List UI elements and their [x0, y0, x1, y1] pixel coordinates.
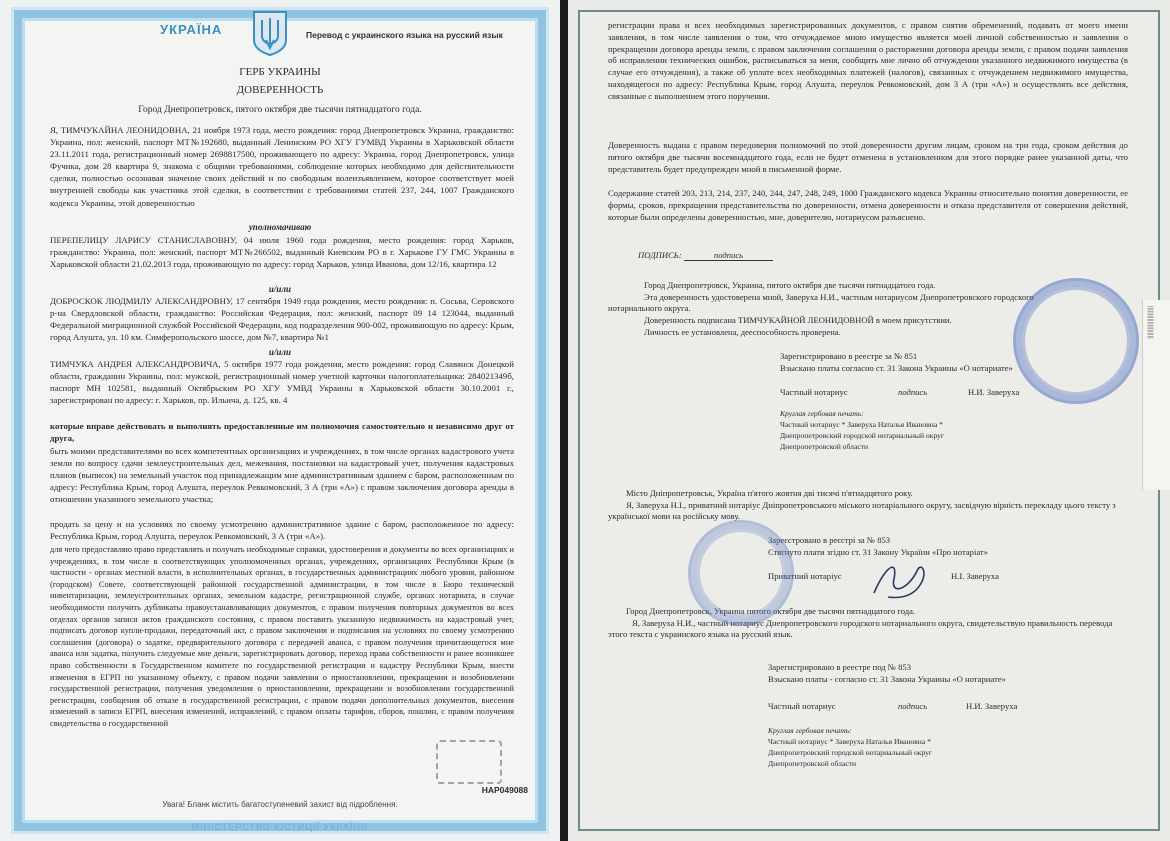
signature-value: подпись — [684, 250, 773, 261]
seal-line-2a: Частный нотариус * Заверуха Наталья Ивановна * — [768, 737, 931, 746]
agent2-paragraph: ДОБРОСКОК ЛЮДМИЛУ АЛЕКСАНДРОВНУ, 17 сентября 1949 года рождения, место рождения: п. Сосьва, Серовского р-на Свердловской области, гражданство: Российская Федерация, пол: женский, паспорт 09 14 123044, выданный Федеральной миграционной службой Российской Федерации, код подразделения 900-002, проживающую по адресу: Крым, город Алушта, ул. 10 км. Симферопольского шоссе, дом №7, квартира №1 — [50, 296, 514, 343]
translation-header: Перевод с украинского языка на русский язык — [306, 30, 503, 40]
seal-line-1c: Днепропетровской области — [780, 442, 869, 451]
seal-heading-1: Круглая гербовая печать: — [780, 409, 864, 418]
notary-signature-1: подпись — [898, 387, 928, 397]
ukrainian-notary-label: Приватний нотаріус — [768, 571, 842, 581]
signed-by-line: Доверенность подписана ТИМЧУКАЙНОЙ ЛЕОНИДОВНОЙ в моем присутствии. — [644, 315, 952, 325]
date-line: Город Днепропетровск, пятого октября две тысячи пятнадцатого года. — [138, 105, 422, 115]
registry-entry-2: Зарегистрировано в реестре под № 853 — [768, 662, 912, 672]
document-title: ДОВЕРЕННОСТЬ — [236, 84, 324, 96]
fee-line-2: Взыскано платы - согласно ст. 31 Закона Украины «О нотариате» — [768, 674, 1006, 684]
left-page — [0, 0, 560, 841]
principal-paragraph: Я, ТИМЧУКАЙНА ЛЕОНИДОВНА, 21 ноября 1973 года, место рождения: город Днепропетровск Украина, гражданство: Украина, пол: женский, паспорт МТ№192680, выданный Ленинским РО ХГУ ГУМВД Украины в Харьковской области 23.11.2011 года, регистрационный номер 2698817500, проживающего по адресу: Украина, город Днепропетровск, улица Фучика, дом 28 квартира 9, знакома с общими требованиями, соблюдение которых необходимо для действительности сделки, полностью осознавая значение своих действий и по свободным волеизъявлением, которое соответствует моей внутренней свободы как участника этой сделки, в соответствии с требованиями статей 237, 244, 1007 Гражданского кодекса Украины, этой доверенностью — [50, 125, 514, 208]
notary-label-2: Частный нотариус — [768, 701, 836, 711]
notary-signature-icon — [868, 555, 938, 603]
russian-certification: Я, Заверуха Н.И., частный нотариус Днепропетровского городского нотариального округа, свидетельствую правильность перевода этого текста с украинского языка на русский язык. — [608, 618, 1113, 639]
header-ukraine: УКРАЇНА — [160, 22, 223, 37]
ukrainian-notary-name: Н.І. Заверуха — [951, 571, 999, 581]
right-page — [568, 0, 1170, 841]
notary-name-2: Н.И. Заверуха — [966, 701, 1018, 711]
notary-signature-2: подпись — [898, 701, 928, 711]
ukrainian-certification: Я, Заверуха Н.І., приватний нотаріус Дніпропетровського міського нотаріального округу, засвідчую вірність перекладу цього тексту з української мови на російську мову. — [608, 500, 1116, 521]
representation-paragraph: быть моими представителями во всех компетентных организациях и учреждениях, в том числе органах кадастрового учета земли по вопросу сдачи землеустроительных дел, межевания, постановки на кадастровый учет, получения кадастровых планов (выписок) на земельный участок под принадлежащим мне административным зданием с баром, расположенным по адресу: Республика Крым, город Алушта, переулок Ревкомовский, 3 А (три «А») с правом заключения договора аренды в отношении указанного земельного участка; — [50, 446, 514, 505]
articles-paragraph: Содержание статей 203, 213, 214, 237, 240, 244, 247, 248, 249, 1000 Гражданского кодекса Украины относительно понятия доверенности, ее формы, сроков, прекращения представительства по доверенности, отмена доверенности и отказа представителя от совершения действий, которые были определены доверенностью, мне, доверителю, нотариусом разъяснено. — [608, 188, 1128, 222]
ministry-label: МІНІСТЕРСТВО ЮСТИЦІЇ УКРАЇНИ — [191, 822, 369, 832]
russian-date: Город Днепропетровск, Украина пятого октября две тысячи пятнадцатого года. — [626, 606, 916, 616]
identity-line: Личность ее установлена, дееспособность проверена. — [644, 327, 841, 337]
or-label-1: и/или — [268, 284, 292, 294]
seal-line-1a: Частный нотариус * Заверуха Наталья Ивановна * — [780, 420, 943, 429]
sale-paragraph: продать за цену и на условиях по своему усмотрению административное здание с баром, расположенное по адресу: Республика Крым, город Алушта, переулок Ревкомовский, 3 А (три «А»). — [50, 519, 514, 542]
registry-entry-1: Зарегистрировано в реестре за № 851 — [780, 351, 918, 361]
signature-label: ПОДПИСЬ: — [638, 250, 682, 260]
notary-name-1: Н.И. Заверуха — [968, 387, 1020, 397]
notary-seal-2 — [688, 520, 794, 626]
certification-date: Город Днепропетровск, Украина, пятого октября две тысячи пятнадцатого года. — [644, 280, 936, 290]
ukrainian-fee: Стягнуто плати згідно ст. 31 Закону України «Про нотаріат» — [768, 547, 988, 557]
notary-label-1: Частный нотариус — [780, 387, 848, 397]
agent1-paragraph: ПЕРЕПЕЛИЦУ ЛАРИСУ СТАНИСЛАВОВНУ, 04 июля 1960 года рождения, место рождения: город Харьков, гражданство: Украина, пол: женский, паспорт МТ№266502, выданный Киевским РО в г. Харькове ГУ ГМС Украины в Харьковской области 21.02.2013 года, проживающую по адресу: город Харьков, улица Иванова, дом 12/16, квартира 12 — [50, 235, 514, 270]
agent3-paragraph: ТИМЧУКА АНДРЕЯ АЛЕКСАНДРОВИЧА, 5 октября 1977 года рождения, место рождения: город Славянск Донецкой области, гражданин Украины, пол: мужской, регистрационный номер учетной карточки налогоплательщика: 284021349б, паспорт МН 102581, выданный Октябрьским РО ХГУ УМВД Украины в Харьковской области 30.10.2001 г., зарегистрирован по адресу: г. Харьков, пр. Ильича, д. 125, кв. 4 — [50, 359, 514, 406]
rights-continuation-paragraph: регистрации права и всех необходимых зарегистрированных документов, с правом снятия обременений, подавать от моего имени заявления, в том числе заявления о том, что отчуждаемое мною имущество является моей личной собственностью и заявления о прекращении договора аренды земли, с правом заключения соглашения о расторжении договора аренды земли, с правом подачи заявления об исправлении технических ошибок, расписываться за меня, сообщить мне лично об отчуждении указанного недвижимого имущества (в случае его отчуждения), а также об уплате всех необходимых платежей (налогов), связанных с отчуждением недвижимого имущества, находящегося по адресу: Республика Крым, город Алушта, переулок Ревкомовский, дом 3 А (три «А») и осуществлять все действия, связанные с выполнением этого поручения. — [608, 20, 1128, 101]
delegation-paragraph: Доверенность выдана с правом передоверия полномочий по этой доверенности другим лицам, сроком на три года, сроком действия до пятого октября две тысячи восемнадцатого года, если не будет отменена в установленном для этого порядке ранее указанной даты, что представитель будет предупрежден мной в письменной форме. — [608, 140, 1128, 174]
stamp-mark — [436, 740, 502, 784]
notary-seal-1 — [1013, 278, 1139, 404]
signature-block — [638, 250, 773, 261]
security-warning: Увага! Бланк містить багатоступеневий захист від підроблення. — [162, 800, 398, 809]
form-serial-number: НАР049088 — [481, 785, 528, 795]
powers-paragraph: для чего предоставляю право представлять и получать необходимые справки, удостоверения и документы во всех организациях и учреждениях, в том числе в соответствующих уполномоченных органах, учреждениях, организациях Республики Крым (в частности - органах местной власти, в исполнительных органах, в государственных администрациях любого уровня, районном (городском) Совете, соответствующей районной государственной администрации, в том числе в Бюро технической инвентаризации, землеустроительных органах, земельном кадастре, регистрационной службе, органах нотариата, в случае необходимости получить дубликаты правоустанавливающих документов, с правом получения повторных документов во всех отделах органов записи актов гражданского состояния, с правом поставить указанную недвижимость на кадастровый учет, подписать договор купли-продажи, передаточный акт, с правом заключения и подписания на условиях по своему усмотрению соглашения (договора) о задатке, предварительного договора с передачей аванса, с правом получения причитающегося мне аванса или задатка, получить следуемые мне деньги, зарегистрировать договор, переход права собственности и ранее возникшее право собственности в Государственном комитете по государственной регистрации и кадастру Республики Крым, внести изменения в ЕГРП по указанному объекту, с правом подачи заявления о приостановлении, прекращении и возобновлении государственной регистрации, получения уведомления о приостановлении, прекращении и возобновлении государственной регистрации, сообщения об отказе в государственной регистрации, с правом подачи дополнительных документов, внесения изменений в записи ЕГРП, внесения изменений, исправлений, с правом оплаты тарифов, сборов, пошлин, с правом получения свидетельства о государственной — [50, 545, 514, 728]
seal-heading-2: Круглая гербовая печать: — [768, 726, 852, 735]
ukrainian-registry: Зареєстровано в реєстрі за № 853 — [768, 535, 891, 545]
coat-of-arms-label: ГЕРБ УКРАИНЫ — [239, 66, 321, 78]
seal-line-2b: Днепропетровский городской нотариальный округ — [768, 748, 933, 757]
independent-action-paragraph: которые вправе действовать и выполнять предоставленные им полномочия самостоятельно и независимо друг от друга, — [50, 421, 514, 444]
ukrainian-date: Місто Дніпропетровськ, Україна п'ятого жовтня дві тисячі п'ятнадцятого року. — [626, 488, 913, 498]
binding-strip — [1142, 300, 1170, 490]
seal-line-2c: Днепропетровской области — [768, 759, 857, 768]
strip-lines-icon: ||||||||||||||||||||| — [1147, 306, 1153, 339]
authorize-label: уполномачиваю — [248, 222, 312, 232]
certification-text: Эта доверенность удостоверена мной, Заверуха Н.И., частным нотариусом Днепропетровского городского нотариального округа. — [608, 292, 1034, 313]
trident-emblem-icon — [252, 10, 288, 56]
fee-line-1: Взыскано платы согласно ст. 31 Закона Украины «О нотариате» — [780, 363, 1013, 373]
or-label-2: и/или — [268, 347, 292, 357]
seal-line-1b: Днепропетровский городской нотариальный округ — [780, 431, 945, 440]
